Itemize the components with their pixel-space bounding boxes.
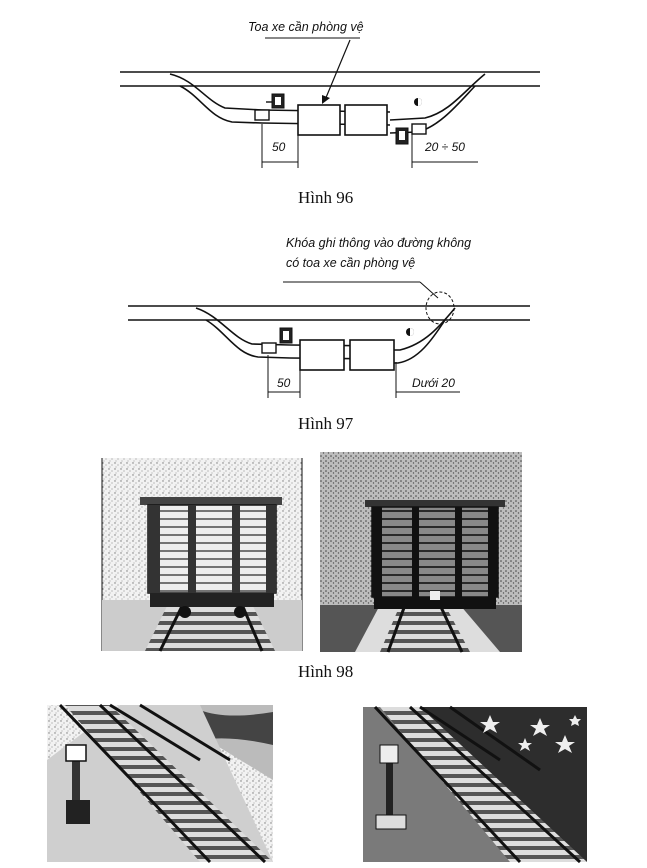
derailer-97	[262, 343, 276, 353]
siding-right-outer	[390, 74, 485, 120]
wagon-2	[345, 105, 387, 135]
wagon-3	[300, 340, 344, 370]
derailer-right	[412, 124, 426, 134]
boxcar-98-right	[372, 507, 498, 597]
label-locked-switch-line1: Khóa ghi thông vào đường không	[286, 236, 472, 250]
switch-stand-day	[72, 755, 80, 805]
dim-under-20-right-97: Dưới 20	[412, 376, 455, 390]
derailer-left	[255, 110, 269, 120]
siding-right-inner	[390, 86, 475, 133]
caption-figure-96: Hình 96	[298, 188, 354, 207]
boxcar-98-left	[148, 505, 276, 593]
dim-50-left-97: 50	[277, 376, 291, 390]
wagon-4	[350, 340, 394, 370]
night-lamp	[430, 591, 440, 600]
wagon-roof-98-left	[140, 497, 282, 505]
caption-figure-98: Hình 98	[298, 662, 354, 681]
wagon-1	[298, 105, 340, 135]
siding-left-outer	[170, 74, 262, 110]
switch-stand-night	[386, 760, 393, 820]
label-locked-switch-line2: có toa xe cần phòng vệ	[286, 256, 416, 270]
photo-98-right	[320, 452, 522, 652]
caption-figure-97: Hình 97	[298, 414, 354, 433]
label-wagon-protection: Toa xe cần phòng vệ	[248, 20, 364, 34]
dim-50-left-96: 50	[272, 140, 286, 154]
photo-98-left	[102, 458, 302, 651]
pointer-arrow-96	[325, 40, 350, 100]
siding-left-inner	[180, 86, 262, 123]
dim-20-50-right-96: 20 ÷ 50	[425, 140, 465, 154]
photo-switch-day	[47, 705, 273, 862]
photo-switch-night	[363, 707, 587, 862]
